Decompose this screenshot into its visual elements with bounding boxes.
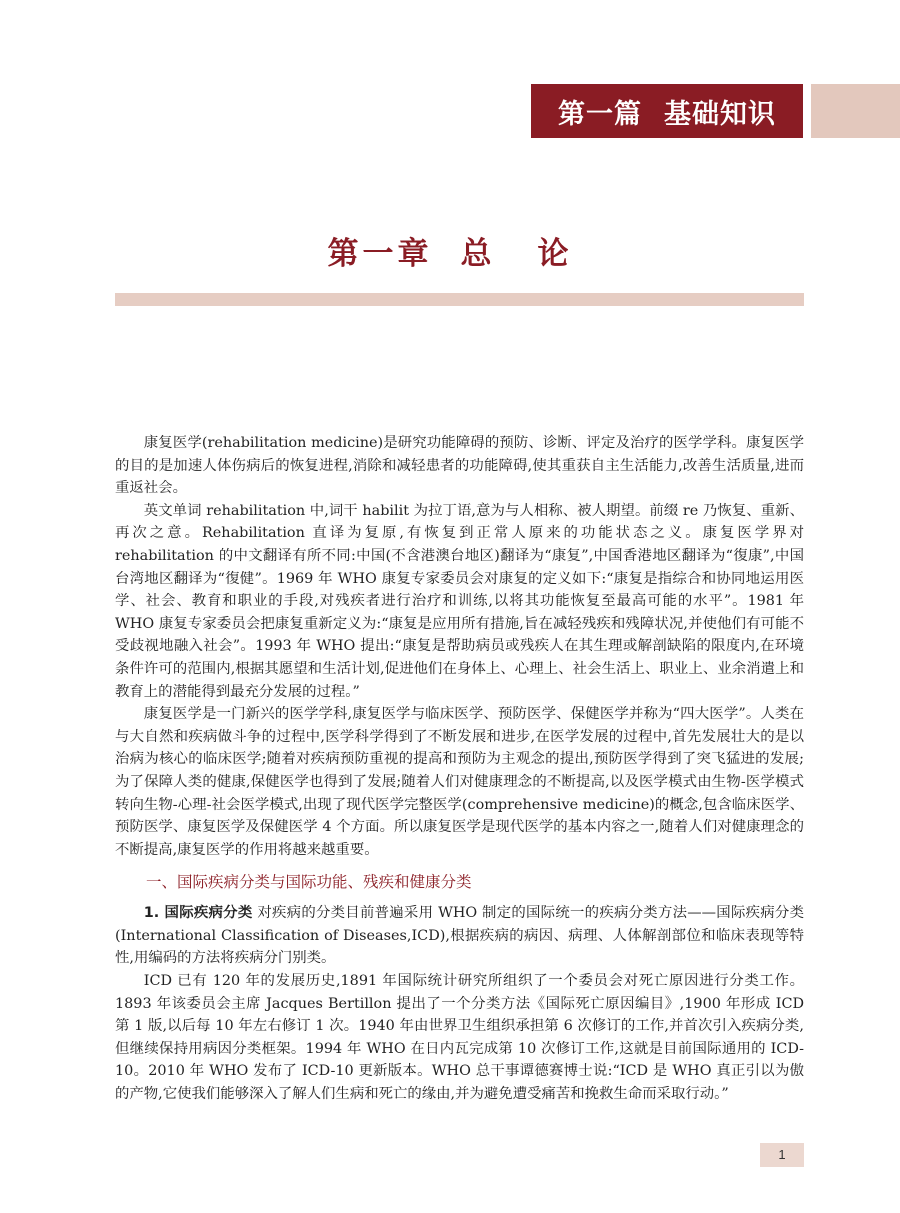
- body-text: [115, 432, 804, 1106]
- item-1-lead: 1. 国际疾病分类: [143, 905, 253, 922]
- part-banner: [531, 84, 803, 138]
- chapter-number: 第一章: [327, 236, 433, 272]
- part-title: 基础知识: [664, 98, 776, 130]
- item-1-text: 对疾病的分类目前普遍采用 WHO 制定的国际统一的疾病分类方法——国际疾病分类(International Classification of Diseases,ICD),根据疾病的病因、病理、人体解剖部位和临床表现等特性,用编码的方法将疾病分门别类。: [115, 905, 804, 967]
- section-heading: 一、国际疾病分类与国际功能、残疾和健康分类: [146, 873, 472, 892]
- chapter-divider-bar: [115, 293, 804, 306]
- chapter-title: [0, 228, 900, 273]
- part-number: 第一篇: [558, 98, 642, 130]
- chapter-title-a: 总: [460, 236, 496, 272]
- part-tab-decoration: [811, 84, 900, 138]
- chapter-title-b: 论: [537, 236, 573, 272]
- page-number: 1: [760, 1143, 804, 1167]
- paragraph-1: 康复医学(rehabilitation medicine)是研究功能障碍的预防、诊断、评定及治疗的医学学科。康复医学的目的是加速人体伤病后的恢复进程,消除和减轻患者的功能障碍,使其重获自主生活能力,改善生活质量,进而重返社会。: [115, 435, 804, 497]
- paragraph-3: 康复医学是一门新兴的医学学科,康复医学与临床医学、预防医学、保健医学并称为“四大医学”。人类在与大自然和疾病做斗争的过程中,医学科学得到了不断发展和进步,在医学发展的过程中,首先发展壮大的是以治病为核心的临床医学;随着对疾病预防重视的提高和预防为主观念的提出,预防医学得到了突飞猛进的发展;为了保障人类的健康,保健医学也得到了发展;随着人们对健康理念的不断提高,以及医学模式由生物-医学模式转向生物-心理-社会医学模式,出现了现代医学完整医学(comprehensive medicine)的概念,包含临床医学、预防医学、康复医学及保健医学 4 个方面。所以康复医学是现代医学的基本内容之一,随着人们对健康理念的不断提高,康复医学的作用将越来越重要。: [115, 706, 804, 858]
- paragraph-4: [115, 902, 804, 970]
- paragraph-5: ICD 已有 120 年的发展历史,1891 年国际统计研究所组织了一个委员会对死亡原因进行分类工作。1893 年该委员会主席 Jacques Bertillon 提出了一个分类方法《国际死亡原因编目》,1900 年形成 ICD 第 1 版,以后每 10 年左右修订 1 次。1940 年由世界卫生组织承担第 6 次修订的工作,并首次引入疾病分类,但继续保持用病因分类框架。1994 年 WHO 在日内瓦完成第 10 次修订工作,这就是目前国际通用的 ICD-10。2010 年 WHO 发布了 ICD-10 更新版本。WHO 总干事谭德赛博士说:“ICD 是 WHO 真正引以为傲的产物,它使我们能够深入了解人们生病和死亡的缘由,并为避免遭受痛苦和挽救生命而采取行动。”: [115, 973, 804, 1103]
- paragraph-2: 英文单词 rehabilitation 中,词干 habilit 为拉丁语,意为与人相称、被人期望。前缀 re 乃恢复、重新、再次之意。Rehabilitation 直译为复原,有恢复到正常人原来的功能状态之义。康复医学界对 rehabilitation 的中文翻译有所不同:中国(不含港澳台地区)翻译为“康复”,中国香港地区翻译为“復康”,中国台湾地区翻译为“復健”。1969 年 WHO 康复专家委员会对康复的定义如下:“康复是指综合和协同地运用医学、社会、教育和职业的手段,对残疾者进行治疗和训练,以将其功能恢复至最高可能的水平”。1981 年 WHO 康复专家委员会把康复重新定义为:“康复是应用所有措施,旨在减轻残疾和残障状况,并使他们有可能不受歧视地融入社会”。1993 年 WHO 提出:“康复是帮助病员或残疾人在其生理或解剖缺陷的限度内,在环境条件许可的范围内,根据其愿望和生活计划,促进他们在身体上、心理上、社会生活上、职业上、业余消遣上和教育上的潜能得到最充分发展的过程。”: [115, 502, 804, 700]
